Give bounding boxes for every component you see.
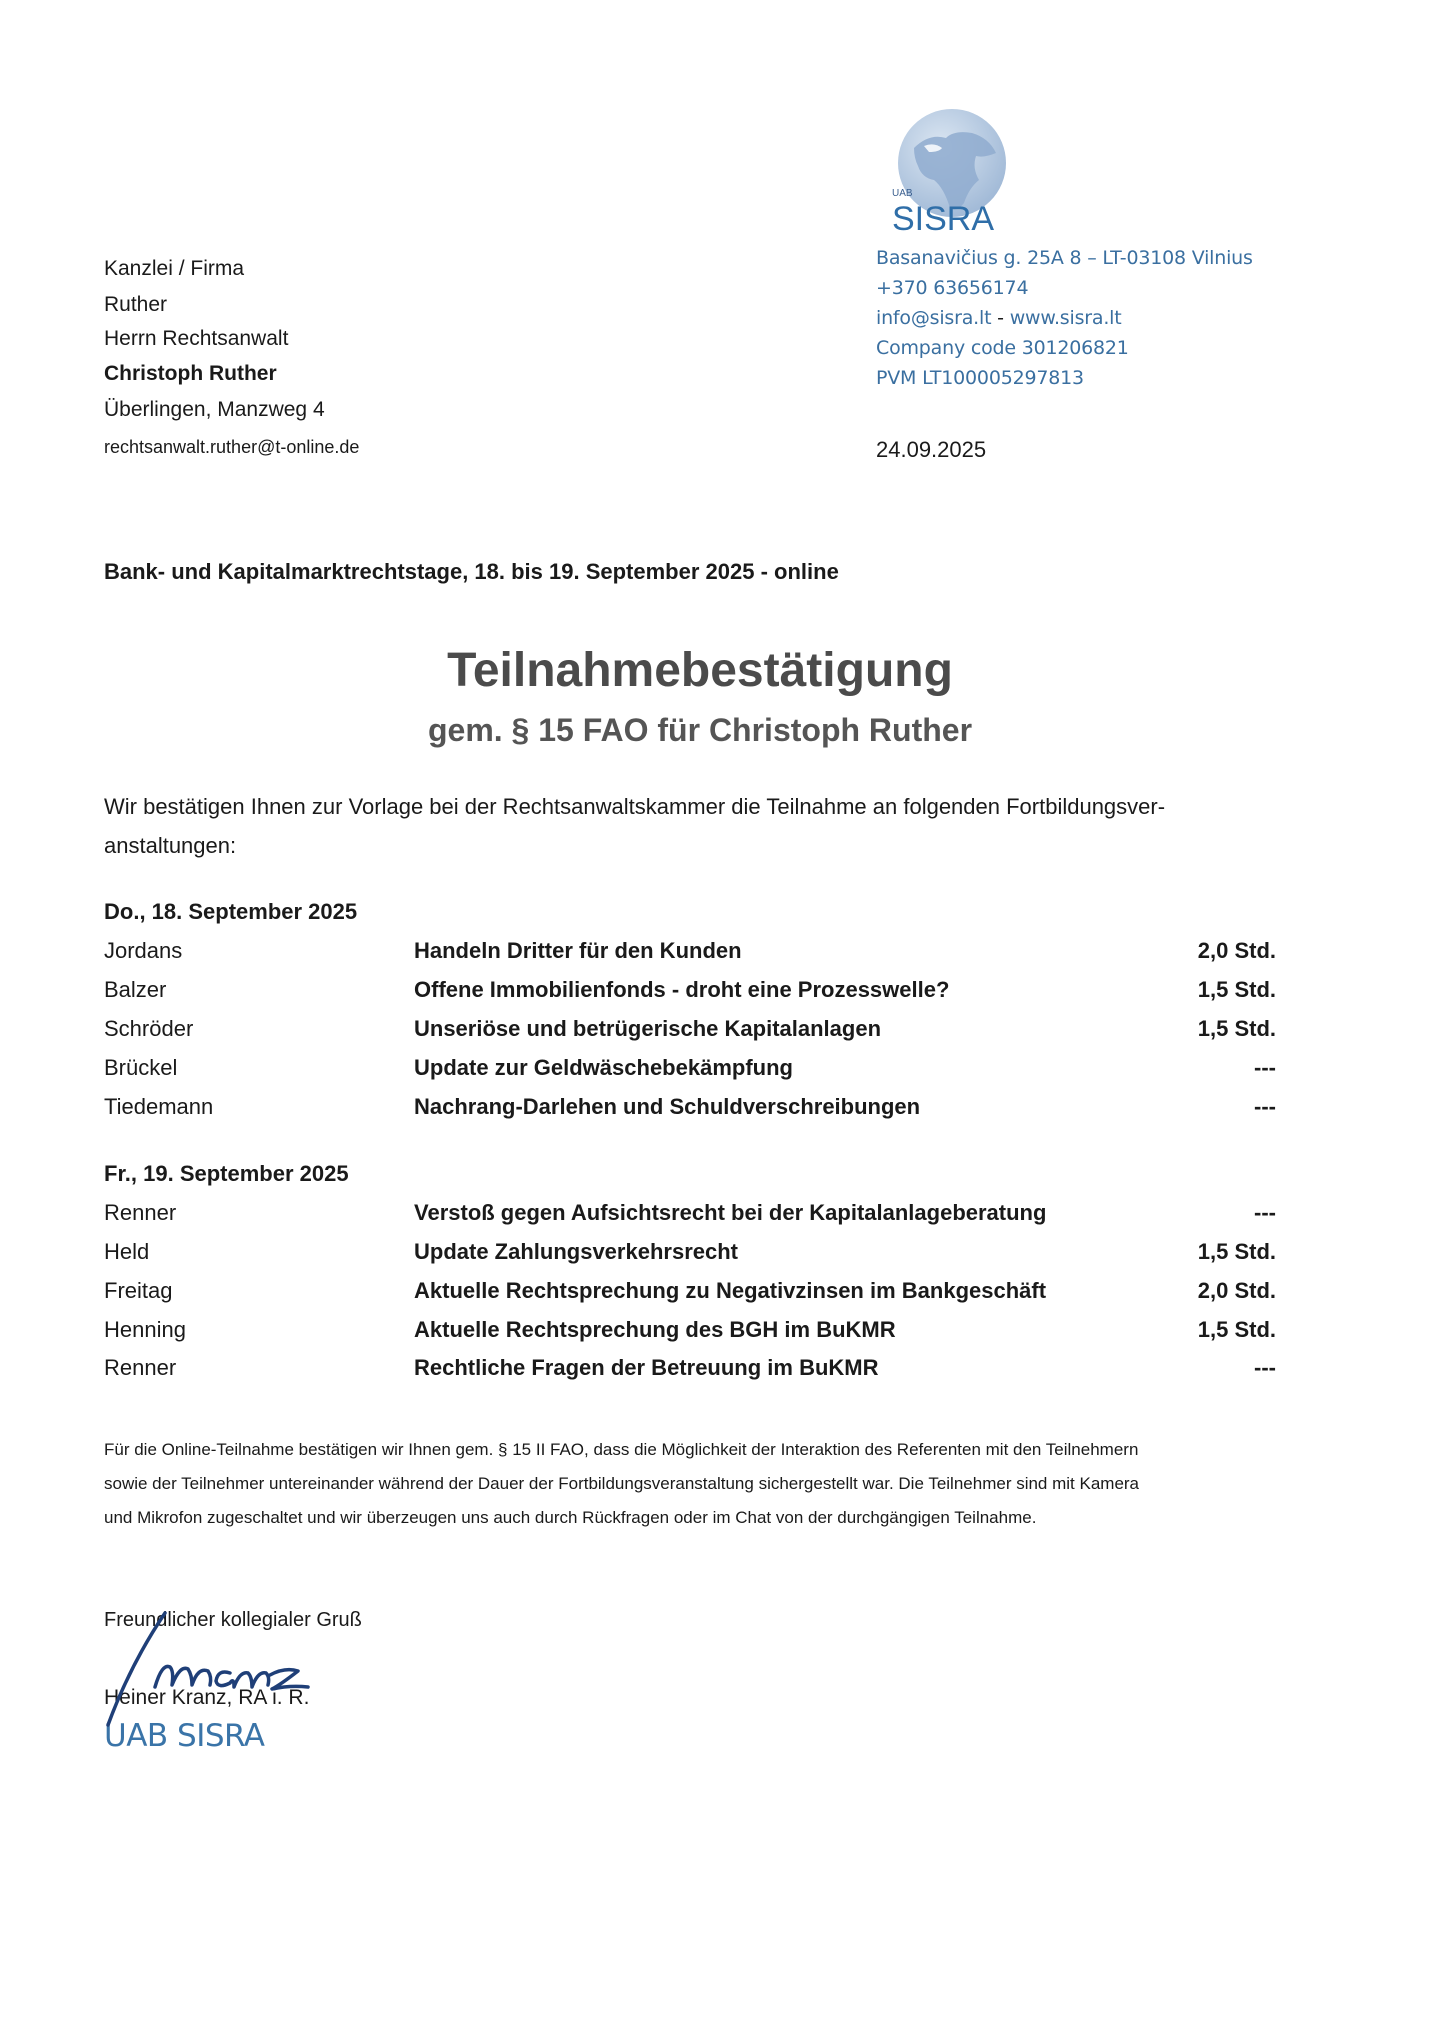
session-topic: Update Zahlungsverkehrsrecht (414, 1239, 738, 1264)
session-speaker: Held (104, 1239, 150, 1264)
sender-address: Basanavičius g. 25A 8 – LT-03108 Vilnius (876, 247, 1253, 269)
sender-company-code: Company code 301206821 (876, 337, 1129, 359)
logo-uab-text: UAB (892, 188, 913, 199)
intro-line-1: Wir bestätigen Ihnen zur Vorlage bei der Rechtsanwaltskammer die Teilnahme an folgenden Fortbildungsver- (104, 794, 1166, 819)
session-topic: Rechtliche Fragen der Betreuung im BuKMR (414, 1355, 879, 1380)
session-topic: Offene Immobilienfonds - droht eine Prozesswelle? (414, 977, 950, 1002)
session-speaker: Freitag (104, 1278, 173, 1303)
logo-brand-text: SISRA (892, 200, 995, 238)
footnote-line-1: Für die Online-Teilnahme bestätigen wir Ihnen gem. § 15 II FAO, dass die Möglichkeit der Interaktion des Referenten mit den Teilnehmern (104, 1440, 1139, 1459)
sender-contact (876, 309, 1122, 328)
session-hours: --- (1254, 1355, 1276, 1380)
session-speaker: Balzer (104, 977, 167, 1002)
contact-separator: - (991, 307, 1010, 329)
session-hours: 2,0 Std. (1197, 1278, 1276, 1303)
recipient-address: Überlingen, Manzweg 4 (104, 398, 325, 421)
globe-icon (884, 108, 1019, 238)
signature-stroke-an (216, 1672, 269, 1687)
session-speaker: Renner (104, 1200, 177, 1225)
sender-email-link[interactable]: info@sisra.lt (876, 307, 992, 329)
signature-stroke-r (155, 1666, 211, 1687)
session-hours: 2,0 Std. (1197, 938, 1276, 963)
event-line: Bank- und Kapitalmarktrechtstage, 18. bis 19. September 2025 - online (104, 559, 839, 584)
session-hours: --- (1254, 1094, 1276, 1119)
sender-website-link[interactable]: www.sisra.lt (1009, 307, 1122, 329)
signer-organization: UAB SISRA (104, 1718, 265, 1754)
session-hours: 1,5 Std. (1197, 1317, 1276, 1342)
session-speaker: Tiedemann (104, 1094, 214, 1119)
session-speaker: Brückel (104, 1055, 178, 1080)
session-topic: Aktuelle Rechtsprechung des BGH im BuKMR (414, 1317, 896, 1342)
session-hours: --- (1254, 1055, 1276, 1080)
closing-greeting: Freundlicher kollegialer Gruß (104, 1609, 362, 1631)
session-speaker: Schröder (104, 1016, 194, 1041)
session-hours: 1,5 Std. (1197, 1016, 1276, 1041)
day-heading: Do., 18. September 2025 (104, 899, 358, 924)
session-speaker: Renner (104, 1355, 177, 1380)
session-topic: Update zur Geldwäschebekämpfung (414, 1055, 793, 1080)
intro-line-2: anstaltungen: (104, 833, 237, 858)
footnote-line-2: sowie der Teilnehmer untereinander während der Dauer der Fortbildungsveranstaltung sichergestellt war. Die Teilnehmer sind mit Kamera (104, 1474, 1140, 1493)
session-topic: Handeln Dritter für den Kunden (414, 938, 742, 963)
session-speaker: Henning (104, 1317, 186, 1342)
footnote-line-3: und Mikrofon zugeschaltet und wir überzeugen uns auch durch Rückfragen oder im Chat von der durchgängigen Teilnahme. (104, 1508, 1037, 1527)
signer-name: Heiner Kranz, RA i. R. (104, 1686, 310, 1709)
recipient-line-salutation: Herrn Rechtsanwalt (104, 327, 289, 350)
letter-date: 24.09.2025 (876, 437, 987, 462)
day-heading: Fr., 19. September 2025 (104, 1161, 349, 1186)
session-topic: Aktuelle Rechtsprechung zu Negativzinsen im Bankgeschäft (414, 1278, 1047, 1303)
document-title: Teilnahmebestätigung (447, 644, 953, 697)
session-topic: Nachrang-Darlehen und Schuldverschreibungen (414, 1094, 921, 1119)
session-speaker: Jordans (104, 938, 183, 963)
session-hours: --- (1254, 1200, 1276, 1225)
session-hours: 1,5 Std. (1197, 1239, 1276, 1264)
recipient-line-name-short: Ruther (104, 293, 168, 316)
recipient-email: rechtsanwalt.ruther@t-online.de (104, 437, 360, 457)
session-topic: Verstoß gegen Aufsichtsrecht bei der Kapitalanlageberatung (414, 1200, 1047, 1225)
recipient-name: Christoph Ruther (104, 362, 277, 385)
document-subtitle: gem. § 15 FAO für Christoph Ruther (427, 712, 973, 748)
recipient-line-firm: Kanzlei / Firma (104, 257, 245, 280)
company-logo (884, 108, 1019, 238)
sender-phone: +370 63656174 (876, 277, 1029, 299)
session-topic: Unseriöse und betrügerische Kapitalanlagen (414, 1016, 882, 1041)
session-hours: 1,5 Std. (1197, 977, 1276, 1002)
sender-vat: PVM LT100005297813 (876, 367, 1084, 389)
